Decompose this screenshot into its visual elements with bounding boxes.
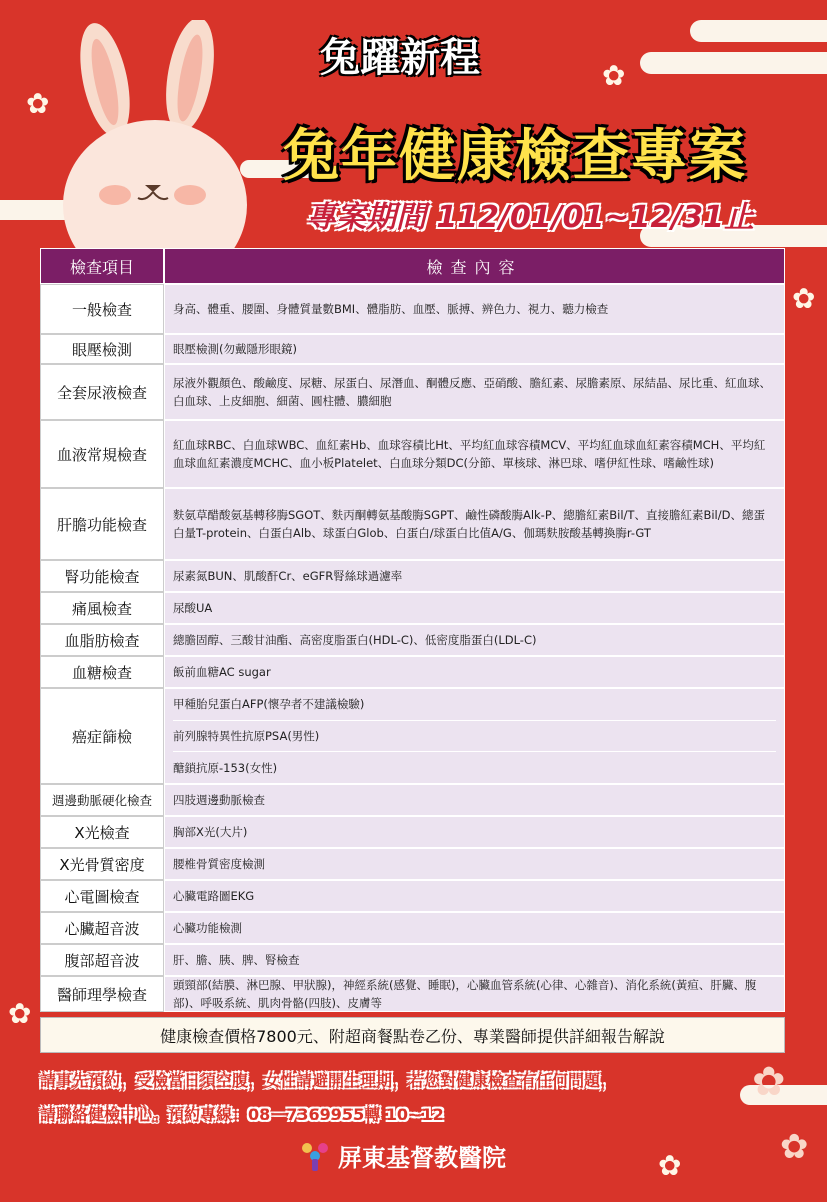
check-item-content <box>164 488 785 560</box>
check-item-content <box>164 816 785 848</box>
hospital-name: 屏東基督教醫院 <box>338 1143 506 1172</box>
check-item-content <box>164 848 785 880</box>
table-row <box>40 848 785 880</box>
check-item-content <box>164 560 785 592</box>
check-item-content <box>164 912 785 944</box>
check-item-name: 血液常規檢查 <box>40 420 164 488</box>
notice-line-2: 請聯絡健檢中心。預約專線：08－7369955轉 10~12 <box>40 1105 444 1124</box>
table-row <box>40 656 785 688</box>
slogan: 兔躍新程 <box>320 35 480 81</box>
flower-icon: ✿ <box>8 997 32 1030</box>
check-item-name: 肝膽功能檢查 <box>40 488 164 560</box>
table-row <box>40 592 785 624</box>
content-line: 甲種胎兒蛋白AFP(懷孕者不建議檢驗) <box>173 689 776 721</box>
content-line: 尿液外觀顏色、酸鹼度、尿糖、尿蛋白、尿潛血、酮體反應、亞硝酸、膽紅素、尿膽素原、尿結晶、尿比重、紅血球、白血球、上皮細胞、細菌、圓柱體、膿細胞 <box>173 376 771 408</box>
content-line: 心臟功能檢測 <box>173 921 242 935</box>
table-row <box>40 976 785 1012</box>
check-item-name: 心臟超音波 <box>40 912 164 944</box>
flower-icon: ✿ <box>26 87 50 120</box>
table-row <box>40 880 785 912</box>
table-row <box>40 816 785 848</box>
table-row <box>40 488 785 560</box>
content-line: 尿素氮BUN、肌酸酐Cr、eGFR腎絲球過濾率 <box>173 569 403 583</box>
table-row <box>40 560 785 592</box>
table-row <box>40 364 785 420</box>
hospital-brand <box>300 1138 506 1173</box>
check-item-content <box>164 976 785 1012</box>
table-header <box>40 248 785 284</box>
project-period: 專案期間 112/01/01~12/31止 <box>305 200 755 235</box>
table-body <box>40 284 785 1012</box>
column-header-content: 檢查內容 <box>164 248 785 284</box>
cloud-stripe <box>640 52 827 74</box>
check-item-content <box>164 656 785 688</box>
content-line: 總膽固醇、三酸甘油酯、高密度脂蛋白(HDL-C)、低密度脂蛋白(LDL-C) <box>173 633 537 647</box>
check-item-name: 腹部超音波 <box>40 944 164 976</box>
check-item-content <box>164 944 785 976</box>
check-item-name: 血糖檢查 <box>40 656 164 688</box>
check-item-name: 一般檢查 <box>40 284 164 334</box>
check-item-name: 痛風檢查 <box>40 592 164 624</box>
content-line: 肝、膽、胰、脾、腎檢查 <box>173 953 300 967</box>
flower-icon: ✿ <box>792 282 816 315</box>
content-line: 四肢週邊動脈檢查 <box>173 793 265 807</box>
content-line: 眼壓檢測(勿戴隱形眼鏡) <box>173 342 297 356</box>
check-item-name: 全套尿液檢查 <box>40 364 164 420</box>
flower-icon: ✿ <box>602 59 626 92</box>
column-header-item: 檢查項目 <box>40 248 164 284</box>
price-summary: 健康檢查價格7800元、附超商餐點卷乙份、專業醫師提供詳細報告解說 <box>40 1017 785 1053</box>
table-row <box>40 784 785 816</box>
table-row <box>40 334 785 364</box>
content-line: 頭頸部(結膜、淋巴腺、甲狀腺)，神經系統(感覺、睡眠)，心臟血管系統(心律、心雜音)、消化系統(黃疸、肝臟、腹部)、呼吸系統、肌肉骨骼(四肢)、皮膚等 <box>173 978 757 1010</box>
table-row <box>40 688 785 784</box>
content-line: 飯前血糖AC sugar <box>173 665 271 679</box>
check-item-name: X光骨質密度 <box>40 848 164 880</box>
content-line: 身高、體重、腰圍、身體質量數BMI、體脂肪、血壓、脈搏、辨色力、視力、聽力檢查 <box>173 302 609 316</box>
check-item-name: 眼壓檢測 <box>40 334 164 364</box>
cloud-stripe <box>690 20 827 42</box>
check-item-name: 心電圖檢查 <box>40 880 164 912</box>
check-item-content <box>164 624 785 656</box>
check-item-name: X光檢查 <box>40 816 164 848</box>
notice-line-1: 請事先預約，受檢當日須空腹，女性請避開生理期，若您對健康檢查有任何問題， <box>40 1071 617 1090</box>
check-item-content <box>164 284 785 334</box>
content-line: 胸部X光(大片) <box>173 825 248 839</box>
check-item-name: 週邊動脈硬化檢查 <box>40 784 164 816</box>
check-item-name: 腎功能檢查 <box>40 560 164 592</box>
table-row <box>40 420 785 488</box>
check-item-content <box>164 880 785 912</box>
check-item-name: 血脂肪檢查 <box>40 624 164 656</box>
check-item-content <box>164 592 785 624</box>
page-title: 兔年健康檢查專案 <box>283 124 747 189</box>
content-line: 心臟電路圖EKG <box>173 889 255 903</box>
hospital-logo-icon <box>300 1141 330 1171</box>
table-row <box>40 284 785 334</box>
table-row <box>40 624 785 656</box>
check-item-content <box>164 784 785 816</box>
flower-icon: ✿ <box>752 1059 786 1105</box>
check-item-name: 醫師理學檢查 <box>40 976 164 1012</box>
table-row <box>40 944 785 976</box>
flower-icon: ✿ <box>658 1149 682 1182</box>
check-item-content <box>164 420 785 488</box>
content-line: 麩氨草醋酸氨基轉移脢SGOT、麩丙酮轉氨基酸脢SGPT、鹼性磷酸脢Alk-P、總膽紅素Bil/T、直接膽紅素Bil/D、總蛋白量T-protein、白蛋白Alb、球蛋白Glob、白蛋白/球蛋白比值A/G、伽瑪麩胺酸基轉換脢r-GT <box>173 508 765 540</box>
check-item-content <box>164 688 785 784</box>
content-line: 尿酸UA <box>173 601 213 615</box>
content-line: 紅血球RBC、白血球WBC、血紅素Hb、血球容積比Ht、平均紅血球容積MCV、平均紅血球血紅素容積MCH、平均紅血球血紅素濃度MCHC、血小板Platelet、白血球分類DC(分節、單核球、淋巴球、嗜伊紅性球、嗜鹼性球) <box>173 438 766 470</box>
check-item-content <box>164 364 785 420</box>
check-item-name: 癌症篩檢 <box>40 688 164 784</box>
check-item-content <box>164 334 785 364</box>
content-line: 腰椎骨質密度檢測 <box>173 857 265 871</box>
flower-icon: ✿ <box>780 1127 809 1167</box>
table-row <box>40 912 785 944</box>
checkup-table <box>40 248 785 1012</box>
content-line: 醣鎖抗原-153(女性) <box>173 760 278 775</box>
content-line: 前列腺特異性抗原PSA(男性) <box>173 721 776 753</box>
